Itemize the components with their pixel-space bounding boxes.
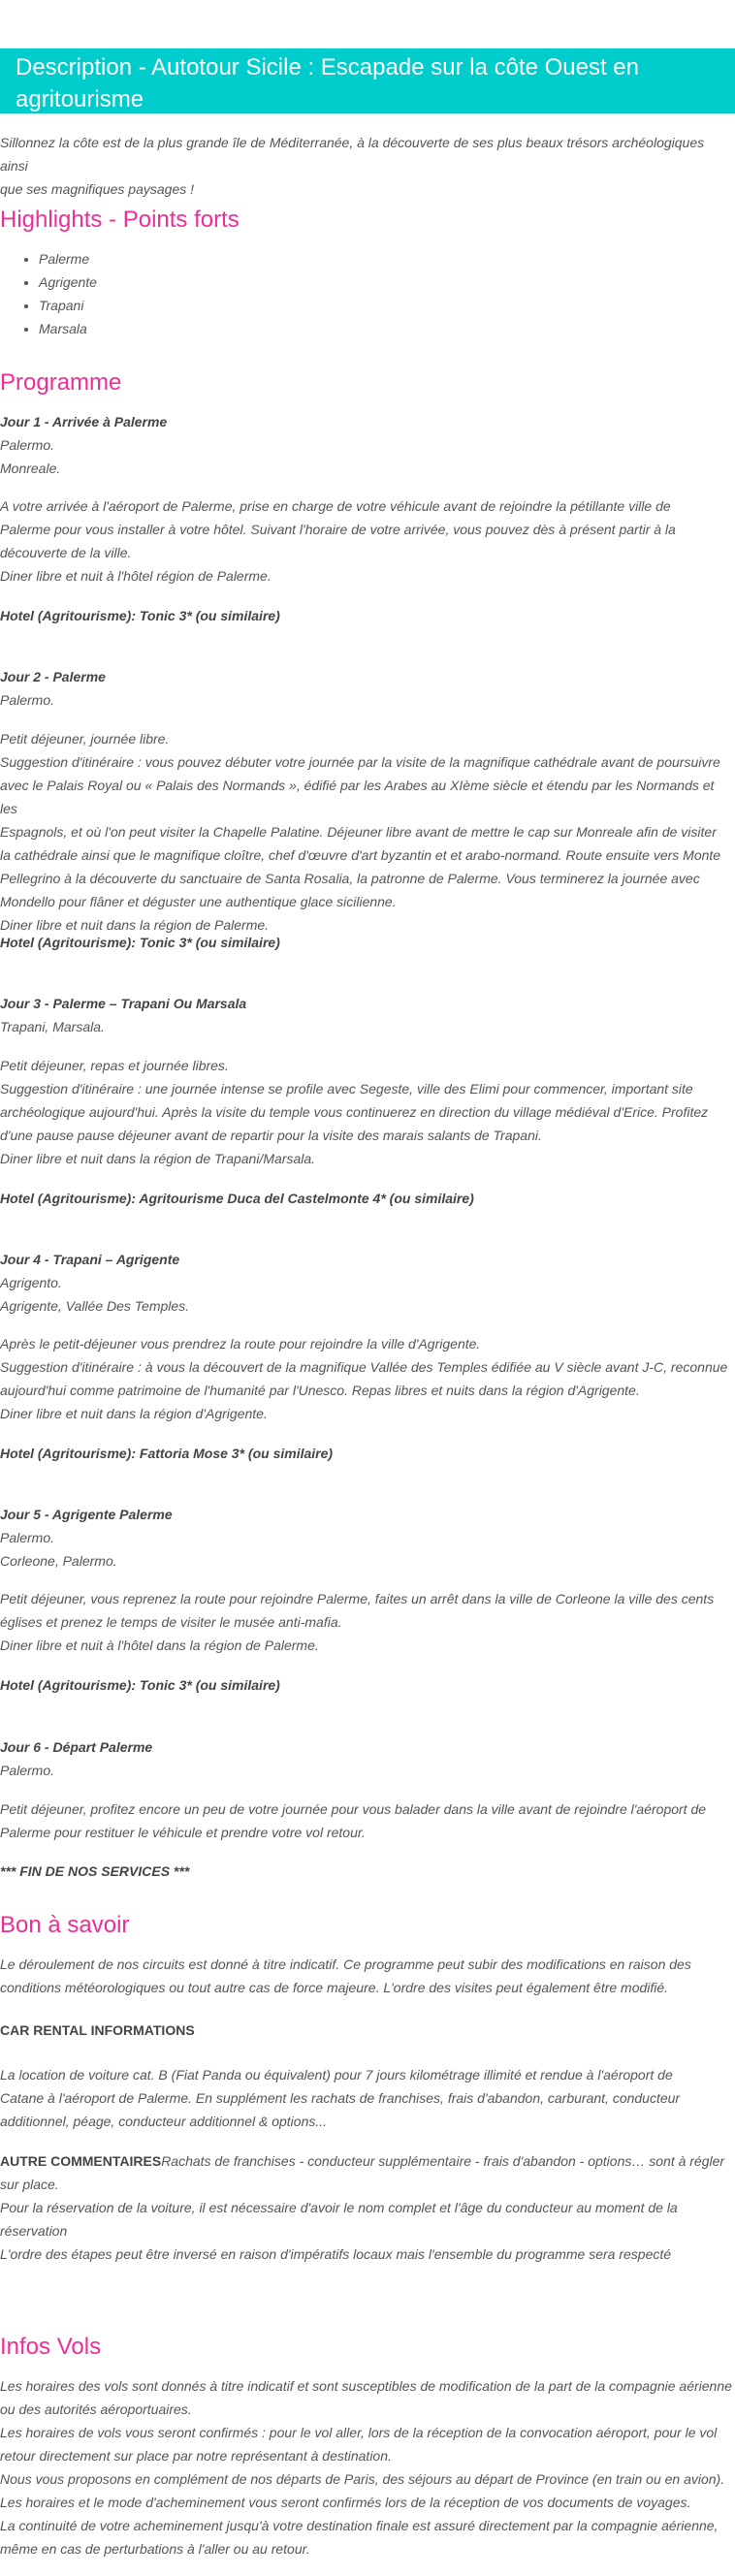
day-text-line: Espagnols, et où l'on peut visiter la Chapelle Palatine. Déjeuner libre avant de mettre le cap sur Monreale afin de visiter xyxy=(0,824,717,840)
day-place: Agrigento. xyxy=(0,1275,62,1290)
day-text-line: Suggestion d'itinéraire : vous pouvez débuter votre journée par la visite de la magnifique cathédrale avant de poursuivre xyxy=(0,754,720,770)
day-place: Palermo. xyxy=(0,1763,55,1778)
day-text-line: Diner libre et nuit dans la région de Palerme. xyxy=(0,917,270,933)
text-line: même en cas de perturbations à l'aller ou au retour. xyxy=(0,2541,310,2557)
day-text-line: Diner libre et nuit à l'hôtel région de Palerme. xyxy=(0,568,272,584)
day-title: Jour 6 - Départ Palerme xyxy=(0,1739,153,1755)
day-text-line: Palerme pour vous installer à votre hôtel. Suivant l'horaire de votre arrivée, vous pouvez dès à présent partir à la xyxy=(0,522,676,537)
list-item: • Agrigente xyxy=(39,270,735,294)
text-line: ou des autorités aéroportuaires. xyxy=(0,2401,192,2417)
day-text-line: Petit déjeuner, profitez encore un peu de votre journée pour vous balader dans la ville avant de rejoindre l'aéroport de xyxy=(0,1801,707,1817)
infos-vols-text xyxy=(0,2374,735,2560)
text-line: Pour la réservation de la voiture, il est nécessaire d'avoir le nom complet et l'âge du conducteur au moment de la xyxy=(0,2200,678,2215)
day-3-text xyxy=(0,1054,735,1170)
day-4 xyxy=(0,1248,735,1318)
text-line: Le déroulement de nos circuits est donné à titre indicatif. Ce programme peut subir des modifications en raison des xyxy=(0,1956,691,1972)
day-title: Jour 4 - Trapani – Agrigente xyxy=(0,1252,180,1267)
day-text-line: Diner libre et nuit dans la région d'Agrigente. xyxy=(0,1406,268,1421)
day-title: Jour 3 - Palerme – Trapani Ou Marsala xyxy=(0,996,247,1011)
day-place: Palermo. xyxy=(0,692,55,708)
text-line: conditions météorologiques ou tout autre cas de force majeure. L'ordre des visites peut également être modifié. xyxy=(0,1980,669,1995)
day-place: Corleone, Palermo. xyxy=(0,1553,117,1569)
highlights-list xyxy=(0,247,735,340)
list-item: • Palerme xyxy=(39,247,735,270)
day-text-line: Suggestion d'itinéraire : à vous la découvert de la magnifique Vallée des Temples édifiée au V siècle avant J-C, reconnue xyxy=(0,1359,728,1375)
day-text-line: avec le Palais Royal ou « Palais des Normands », édifié par les Arabes au XIème siècle et étendu par les Normands et les xyxy=(0,778,715,816)
day-text-line: d'une pause pause déjeuner avant de repartir pour la visite des marais salants de Trapani. xyxy=(0,1128,542,1143)
day-5-hotel: Hotel (Agritourisme): Tonic 3* (ou similaire) xyxy=(0,1677,280,1693)
highlights-heading: Highlights - Points forts xyxy=(0,207,240,233)
day-text-line: Après le petit-déjeuner vous prendrez la route pour rejoindre la ville d'Agrigente. xyxy=(0,1336,481,1352)
day-4-hotel: Hotel (Agritourisme): Fattoria Mose 3* (ou similaire) xyxy=(0,1446,334,1461)
day-2-text xyxy=(0,727,735,937)
day-1-hotel: Hotel (Agritourisme): Tonic 3* (ou similaire) xyxy=(0,608,280,623)
day-6 xyxy=(0,1735,735,1782)
day-text-line: Mondello pour flâner et déguster une authentique glace sicilienne. xyxy=(0,894,397,909)
text-line: La location de voiture cat. B (Fiat Panda ou équivalent) pour 7 jours kilométrage illimité et rendue à l'aéroport de xyxy=(0,2067,673,2083)
day-text-line: Palerme pour restituer le véhicule et prendre votre vol retour. xyxy=(0,1825,366,1840)
day-text-line: archéologique aujourd'hui. Après la visite du temple vous continuerez en direction du village médiéval d'Erice. Profitez xyxy=(0,1104,709,1120)
text-line: retour directement sur place par notre représentant à destination. xyxy=(0,2448,392,2464)
day-text-line: Petit déjeuner, vous reprenez la route pour rejoindre Palerme, faites un arrêt dans la ville de Corleone la ville des cents xyxy=(0,1591,715,1606)
page-title-banner xyxy=(0,48,735,113)
text-line: La continuité de votre acheminement jusqu'à votre destination finale est assuré directement par la compagnie aérienne, xyxy=(0,2518,719,2533)
day-4-text xyxy=(0,1332,735,1425)
day-title: Jour 5 - Agrigente Palerme xyxy=(0,1507,173,1522)
day-5 xyxy=(0,1503,735,1573)
other-comments xyxy=(0,2149,735,2266)
day-text-line: Pellegrino à la découverte du sanctuaire de Santa Rosalia, la patronne de Palerme. Vous terminerez la journée avec xyxy=(0,871,700,886)
day-2 xyxy=(0,665,735,712)
car-rental-heading: CAR RENTAL INFORMATIONS xyxy=(0,2022,195,2038)
list-item: • Marsala xyxy=(39,317,735,340)
day-text-line: aujourd'hui comme patrimoine de l'humanité par l'Unesco. Repas libres et nuits dans la région d'Agrigente. xyxy=(0,1383,640,1398)
day-text-line: A votre arrivée à l'aéroport de Palerme, prise en charge de votre véhicule avant de rejoindre la pétillante ville de xyxy=(0,498,671,514)
day-text-line: Suggestion d'itinéraire : une journée intense se profile avec Segeste, ville des Elimi pour commencer, important site xyxy=(0,1081,693,1097)
text-line: additionnel, péage, conducteur additionnel & options... xyxy=(0,2114,328,2129)
day-place: Trapani, Marsala. xyxy=(0,1019,105,1034)
day-text-line: la cathédrale ainsi que le magnifique cloître, chef d'œuvre d'art byzantin et et arabo-normand. Route ensuite vers Monte xyxy=(0,847,721,863)
programme-heading: Programme xyxy=(0,369,122,396)
day-3 xyxy=(0,992,735,1038)
text-line: Les horaires et le mode d'acheminement vous seront confirmés lors de la réception de vos documents de voyages. xyxy=(0,2495,691,2510)
day-1-text xyxy=(0,494,735,588)
text-line: Catane à l'aéroport de Palerme. En supplément les rachats de franchises, frais d'abandon, carburant, conducteur xyxy=(0,2090,681,2106)
day-place: Palermo. xyxy=(0,1530,55,1545)
day-text-line: Diner libre et nuit à l'hôtel dans la région de Palerme. xyxy=(0,1638,319,1653)
other-comments-first: Rachats de franchises - conducteur supplémentaire - frais d'abandon - options… sont à régler xyxy=(161,2153,725,2169)
bon-a-savoir-heading: Bon à savoir xyxy=(0,1912,130,1938)
text-line: L'ordre des étapes peut être inversé en raison d'impératifs locaux mais l'ensemble du programme sera respecté xyxy=(0,2246,672,2262)
day-place: Agrigente, Vallée Des Temples. xyxy=(0,1298,190,1314)
intro-line: que ses magnifiques paysages ! xyxy=(0,181,195,197)
text-line: Les horaires des vols sont donnés à titre indicatif et sont susceptibles de modification de la part de la compagnie aérienne xyxy=(0,2378,732,2394)
day-text-line: églises et prenez le temps de visiter le musée anti-mafia. xyxy=(0,1614,342,1630)
day-text-line: Petit déjeuner, repas et journée libres. xyxy=(0,1058,229,1073)
page-title: Description - Autotour Sicile : Escapade sur la côte Ouest en agritourisme xyxy=(16,54,639,112)
day-text-line: Petit déjeuner, journée libre. xyxy=(0,731,170,747)
intro-line: Sillonnez la côte est de la plus grande île de Méditerranée, à la découverte de ses plus beaux trésors archéologiques ainsi xyxy=(0,135,705,174)
day-2-hotel: Hotel (Agritourisme): Tonic 3* (ou similaire) xyxy=(0,935,280,950)
other-comments-label: AUTRE COMMENTAIRES xyxy=(0,2153,162,2169)
day-title: Jour 1 - Arrivée à Palerme xyxy=(0,414,168,429)
day-text-line: Diner libre et nuit dans la région de Trapani/Marsala. xyxy=(0,1151,316,1166)
day-place: Palermo. xyxy=(0,437,55,453)
text-line: Nous vous proposons en complément de nos départs de Paris, des séjours au départ de Province (en train ou en avion). xyxy=(0,2471,725,2487)
infos-vols-heading: Infos Vols xyxy=(0,2334,102,2360)
day-3-hotel: Hotel (Agritourisme): Agritourisme Duca del Castelmonte 4* (ou similaire) xyxy=(0,1191,474,1206)
day-5-text xyxy=(0,1587,735,1657)
day-title: Jour 2 - Palerme xyxy=(0,669,106,684)
text-line: Les horaires de vols vous seront confirmés : pour le vol aller, lors de la réception de la convocation aéroport, pour le vol xyxy=(0,2425,718,2440)
bon-a-savoir-text xyxy=(0,1953,735,1999)
day-place: Monreale. xyxy=(0,461,61,476)
text-line: réservation xyxy=(0,2223,68,2239)
list-item: • Trapani xyxy=(39,294,735,317)
car-rental-text xyxy=(0,2063,735,2133)
day-text-line: découverte de la ville. xyxy=(0,545,132,560)
end-of-services: *** FIN DE NOS SERVICES *** xyxy=(0,1863,190,1879)
intro xyxy=(0,131,735,201)
day-6-text xyxy=(0,1797,735,1844)
day-1 xyxy=(0,410,735,480)
text-line: sur place. xyxy=(0,2177,59,2192)
